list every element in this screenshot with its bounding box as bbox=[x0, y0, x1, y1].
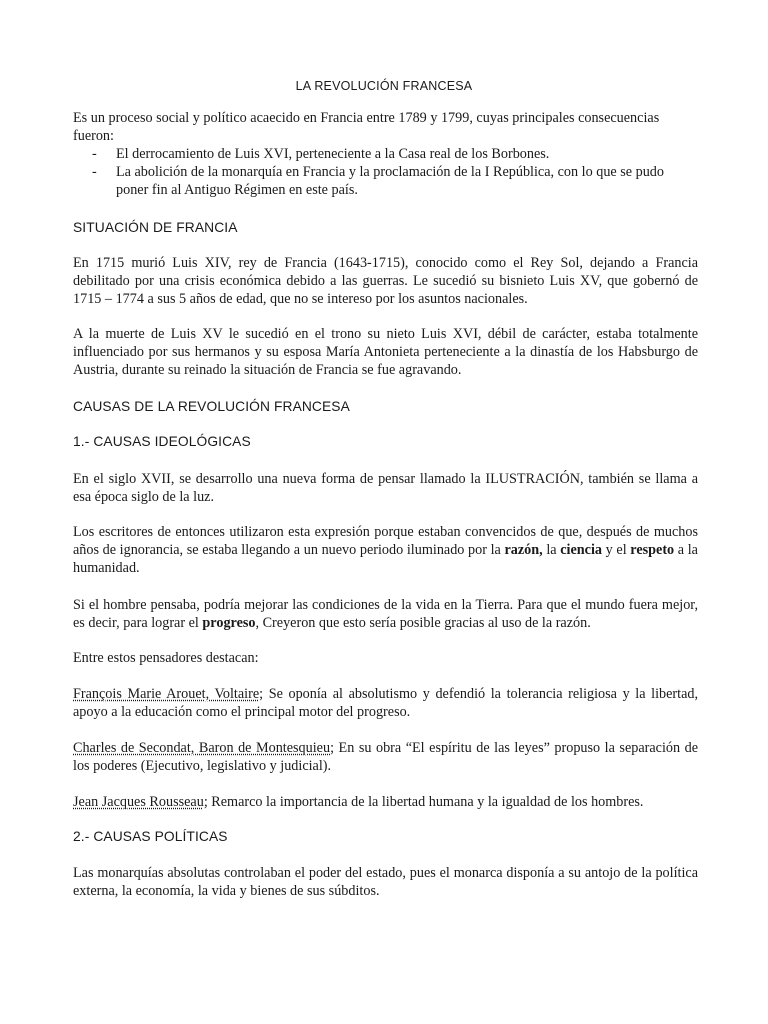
text-run: Los escritores de entonces utilizaron esta expresión porque estaban convencidos de que, después de muchos años de ignorancia, se estaba llegando a un nuevo periodo iluminado por la bbox=[73, 524, 698, 558]
section-heading-situacion: SITUACIÓN DE FRANCIA bbox=[73, 220, 238, 235]
section-heading-causas: CAUSAS DE LA REVOLUCIÓN FRANCESA bbox=[73, 399, 350, 414]
montesquieu-text: ; En su obra “El espíritu de las leyes” propuso la separación de los poderes (Ejecutivo, legislativo y judicial). bbox=[73, 740, 698, 774]
paragraph-situacion-1: En 1715 murió Luis XIV, rey de Francia (1643-1715), conocido como el Rey Sol, dejando a Francia debilitado por una crisis económica debido a las guerras. Le sucedió su bisnieto Luis XV, que gobernó de 1715 – 1774 a sus 5 años de edad, que no se intereso por los asuntos nacionales. bbox=[73, 255, 698, 307]
section-heading-politicas: 2.- CAUSAS POLÍTICAS bbox=[73, 829, 228, 844]
document-title: LA REVOLUCIÓN FRANCESA bbox=[295, 79, 473, 93]
list-item-text: El derrocamiento de Luis XVI, perteneciente a la Casa real de los Borbones. bbox=[116, 146, 550, 162]
voltaire-name: François Marie Arouet, Voltaire bbox=[73, 686, 260, 702]
text-run: Si el hombre pensaba, podría mejorar las condiciones de la vida en la Tierra. Para que el mundo fuera mejor, es decir, para lograr el bbox=[73, 597, 698, 631]
bold-razon: razón, bbox=[504, 542, 543, 558]
voltaire-text: ; Se oponía al absolutismo y defendió la tolerancia religiosa y la libertad, apoyo a la educación como el principal motor del progreso. bbox=[73, 686, 699, 720]
bold-ciencia: ciencia bbox=[560, 542, 603, 558]
section-heading-ideologicas: 1.- CAUSAS IDEOLÓGICAS bbox=[73, 434, 251, 449]
list-item-text: La abolición de la monarquía en Francia y la proclamación de la I República, con lo que se pudo poner fin al Antiguo Régimen en este país. bbox=[116, 164, 664, 198]
paragraph-progreso bbox=[73, 596, 698, 632]
text-run: la bbox=[542, 542, 561, 558]
text-run: a la humanidad. bbox=[73, 542, 698, 576]
paragraph-voltaire bbox=[73, 685, 698, 721]
montesquieu-name: Charles de Secondat, Baron de Montesquieu bbox=[73, 740, 331, 756]
list-item: - La abolición de la monarquía en Francia y la proclamación de la I República, con lo que se pudo poner fin al Antiguo Régimen en este país. bbox=[92, 164, 664, 198]
intro-section bbox=[73, 109, 698, 199]
consequences-list bbox=[73, 145, 698, 199]
text-run: y el bbox=[602, 542, 631, 558]
paragraph-situacion-2: A la muerte de Luis XV le sucedió en el trono su nieto Luis XVI, débil de carácter, estaba totalmente influenciado por sus hermanos y su esposa María Antonieta perteneciente a la dinastía de los Habsburgo de Austria, durante su reinado la situación de Francia se fue agravando. bbox=[73, 326, 698, 378]
paragraph-ilustracion: En el siglo XVII, se desarrollo una nueva forma de pensar llamado la ILUSTRACIÓN, también se llama a esa época siglo de la luz. bbox=[73, 471, 698, 505]
rousseau-name: Jean Jacques Rousseau bbox=[73, 794, 204, 810]
paragraph-politicas: Las monarquías absolutas controlaban el poder del estado, pues el monarca disponía a su antojo de la política externa, la economía, la vida y bienes de sus súbditos. bbox=[73, 865, 698, 899]
paragraph-montesquieu bbox=[73, 739, 698, 775]
list-item: - El derrocamiento de Luis XVI, perteneciente a la Casa real de los Borbones. bbox=[92, 146, 550, 162]
intro-paragraph: Es un proceso social y político acaecido en Francia entre 1789 y 1799, cuyas principales consecuencias fueron: bbox=[73, 110, 660, 144]
rousseau-text: ; Remarco la importancia de la libertad humana y la igualdad de los hombres. bbox=[203, 794, 644, 810]
paragraph-escritores bbox=[73, 523, 698, 577]
paragraph-pensadores: Entre estos pensadores destacan: bbox=[73, 650, 259, 666]
bold-progreso: progreso bbox=[202, 615, 256, 631]
paragraph-rousseau bbox=[73, 793, 698, 811]
bold-respeto: respeto bbox=[630, 542, 675, 558]
text-run: , Creyeron que esto sería posible gracias al uso de la razón. bbox=[255, 615, 591, 631]
